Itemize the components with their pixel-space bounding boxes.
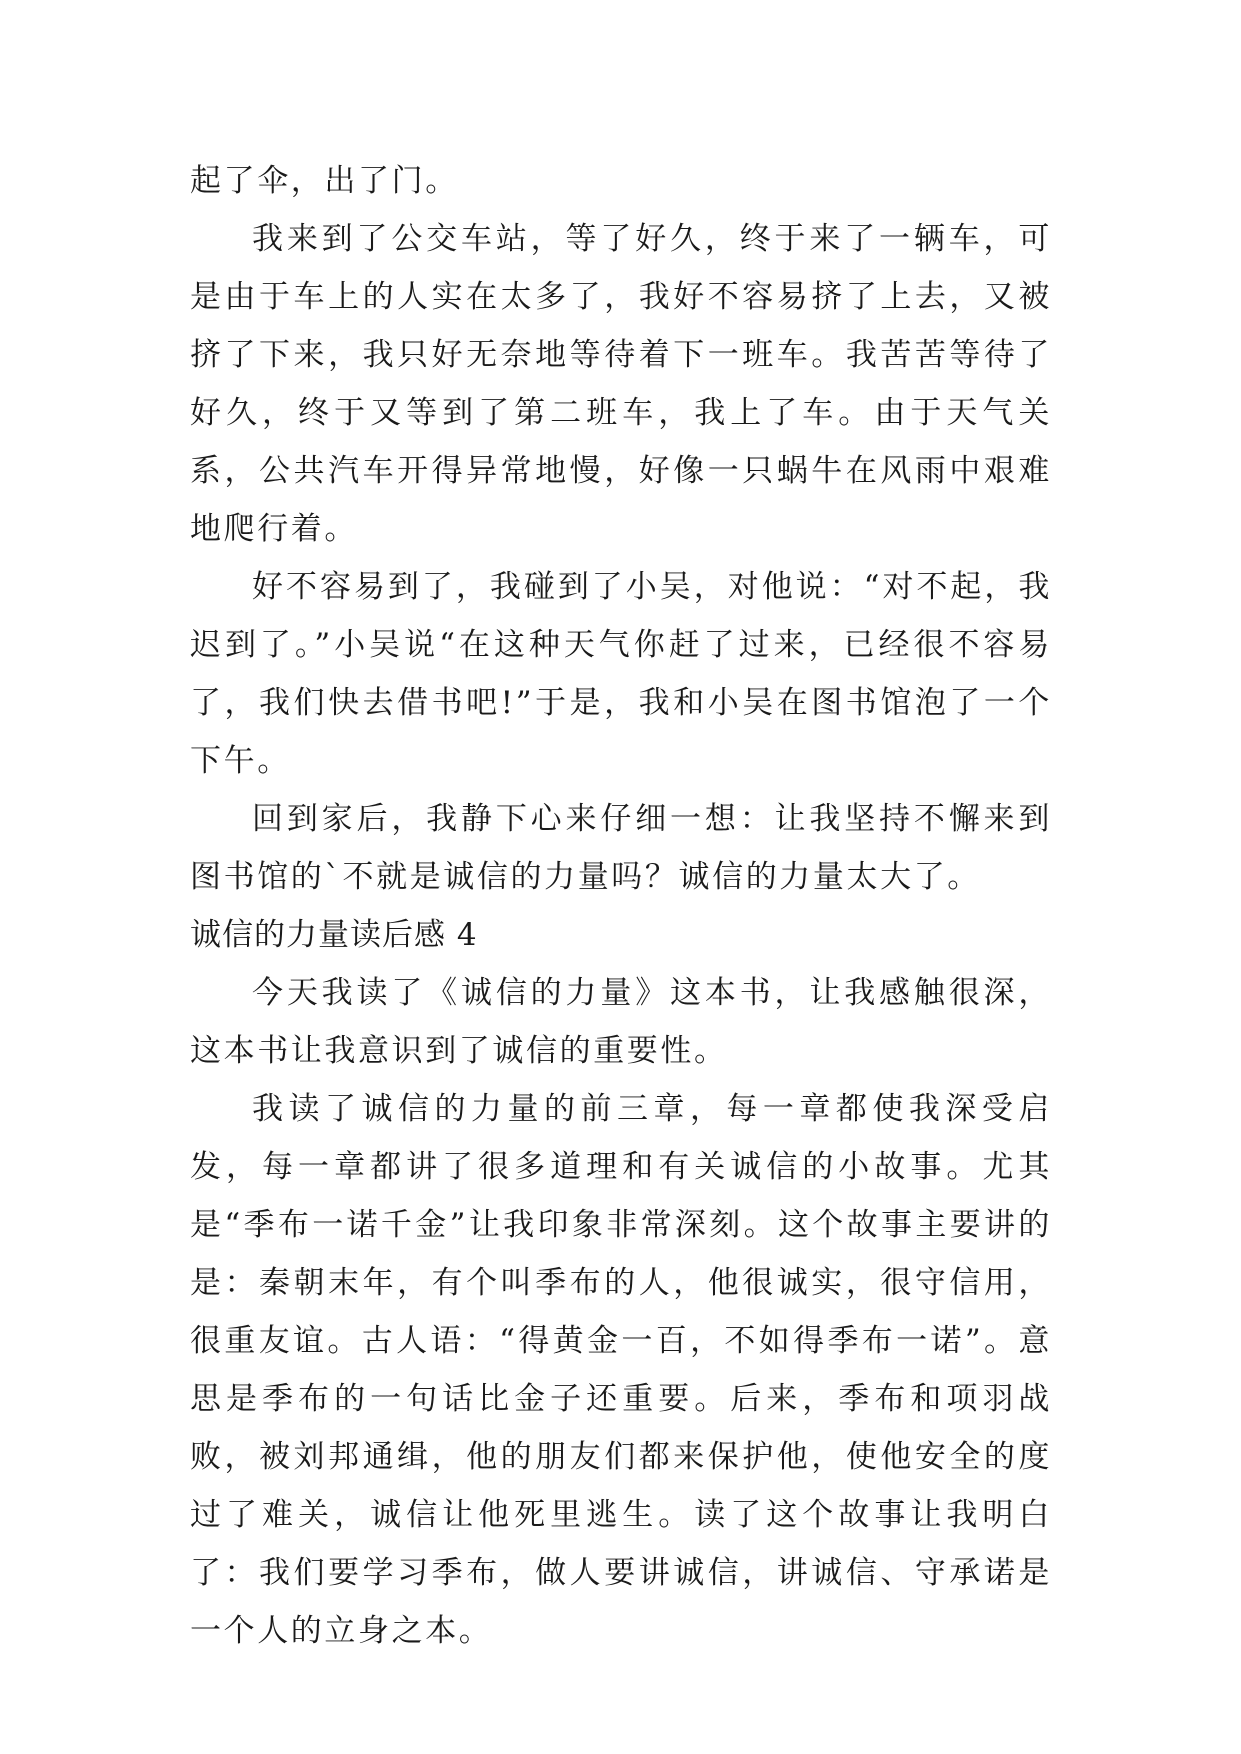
section-heading: 诚信的力量读后感 4 [190, 917, 478, 953]
paragraph: 我读了诚信的力量的前三章，每一章都使我深受启发，每一章都讲了很多道理和有关诚信的小故事。尤其是“季布一诺千金”让我印象非常深刻。这个故事主要讲的是：秦朝末年，有个叫季布的人，他很诚实，很守信用，很重友谊。古人语：“得黄金一百，不如得季布一诺”。意思是季布的一句话比金子还重要。后来，季布和项羽战败，被刘邦通缉，他的朋友们都来保护他，使他安全的度过了难关，诚信让他死里逃生。读了这个故事让我明白了：我们要学习季布，做人要讲诚信，讲诚信、守承诺是一个人的立身之本。 [190, 1091, 1052, 1649]
document-body [190, 152, 1052, 1660]
paragraph: 我来到了公交车站，等了好久，终于来了一辆车，可是由于车上的人实在太多了，我好不容易挤了上去，又被挤了下来，我只好无奈地等待着下一班车。我苦苦等待了好久，终于又等到了第二班车，我上了车。由于天气关系，公共汽车开得异常地慢，好像一只蜗牛在风雨中艰难地爬行着。 [190, 221, 1052, 547]
paragraph: 回到家后，我静下心来仔细一想：让我坚持不懈来到图书馆的`不就是诚信的力量吗？诚信的力量太大了。 [190, 801, 1052, 895]
paragraph: 好不容易到了，我碰到了小吴，对他说：“对不起，我迟到了。”小吴说“在这种天气你赶了过来，已经很不容易了，我们快去借书吧!”于是，我和小吴在图书馆泡了一个下午。 [190, 569, 1052, 779]
paragraph-continued: 起了伞，出了门。 [190, 163, 459, 199]
paragraph: 今天我读了《诚信的力量》这本书，让我感触很深，这本书让我意识到了诚信的重要性。 [190, 975, 1052, 1069]
